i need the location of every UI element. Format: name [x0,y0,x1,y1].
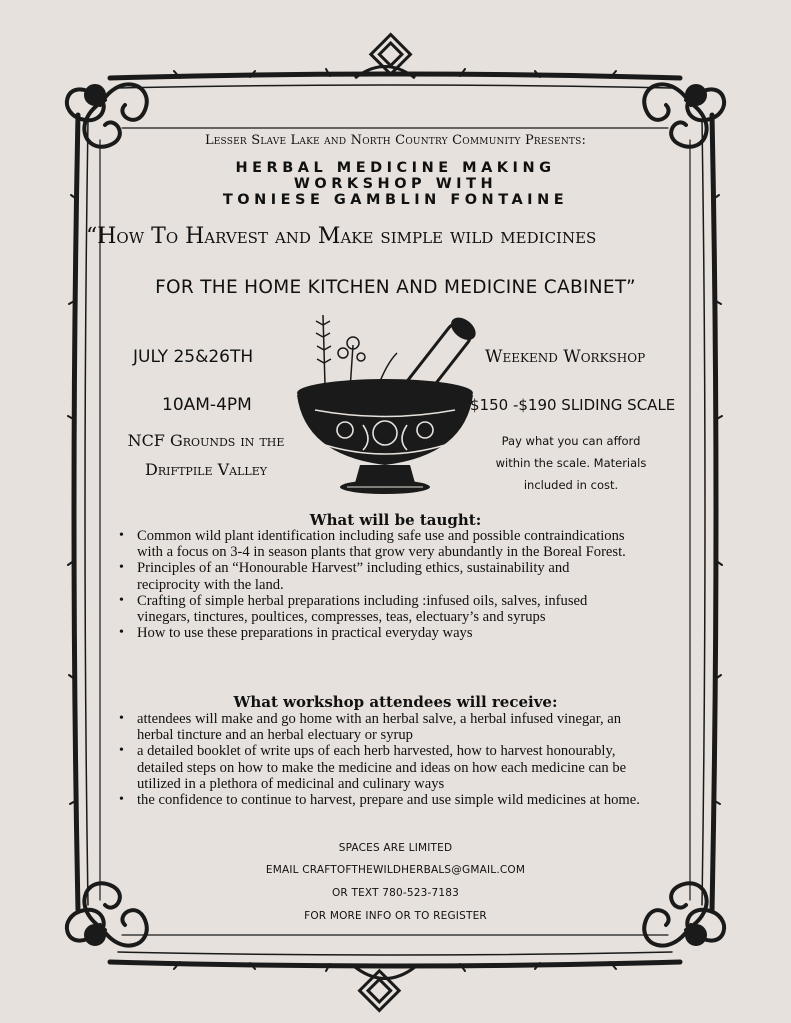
list-item: • a detailed booklet of write ups of each herb harvested, how to harvest honourably, detailed steps on how to make the medicine and ideas on how each medicine can be utilized in a plethora of medicinal and culinary ways [115,743,650,792]
mortar-pestle-illustration [285,305,485,505]
list-item: • attendees will make and go home with an herbal salve, a herbal infused vinegar, an herbal tincture and an herbal electuary or syrup [115,711,650,743]
workshop-title-line-3: TONIESE GAMBLIN FONTAINE [222,192,569,208]
event-location-line-2: Driftpile Valley [145,460,267,479]
event-format: Weekend Workshop [485,347,646,367]
list-item: • Common wild plant identification including safe use and possible contraindications with a focus on 3-4 in season plants that grow very abundantly in the Boreal Forest. [115,528,630,560]
quote-line-1: “How To Harvest and Make simple wild medicines [86,224,597,249]
event-time: 10AM-4PM [162,395,252,415]
list-item: • How to use these preparations in practical everyday ways [115,625,630,641]
receive-heading: What workshop attendees will receive: [233,693,558,711]
footer-email: EMAIL CRAFTOFTHEWILDHERBALS@GMAIL.COM [265,864,526,876]
footer-spaces: SPACES ARE LIMITED [338,842,453,854]
event-price: $150 -$190 SLIDING SCALE [470,396,676,414]
quote-line-2: FOR THE HOME KITCHEN AND MEDICINE CABINET” [155,277,636,298]
receive-list [115,711,650,808]
workshop-title-line-1: HERBAL MEDICINE MAKING [235,160,556,176]
workshop-title-line-2: WORKSHOP WITH [293,176,498,192]
price-note-line-1: Pay what you can afford [501,434,641,448]
list-item: • Crafting of simple herbal preparations including :infused oils, salves, infused vinegars, tinctures, poultices, compresses, teas, electuary’s and syrups [115,593,630,625]
footer-phone: OR TEXT 780-523-7183 [331,887,460,899]
taught-list [115,528,630,641]
list-item: • Principles of an “Honourable Harvest” including ethics, sustainability and reciprocity with the land. [115,560,630,592]
price-note-line-3: included in cost. [523,478,619,492]
presenter-line: Lesser Slave Lake and North Country Community Presents: [204,133,587,148]
list-item: • the confidence to continue to harvest, prepare and use simple wild medicines at home. [115,792,650,808]
event-location-line-1: NCF Grounds in the [127,431,285,450]
event-dates: JULY 25&26TH [133,347,254,367]
price-note-line-2: within the scale. Materials [495,456,647,470]
taught-heading: What will be taught: [309,511,482,529]
footer-register: FOR MORE INFO OR TO REGISTER [304,910,487,922]
